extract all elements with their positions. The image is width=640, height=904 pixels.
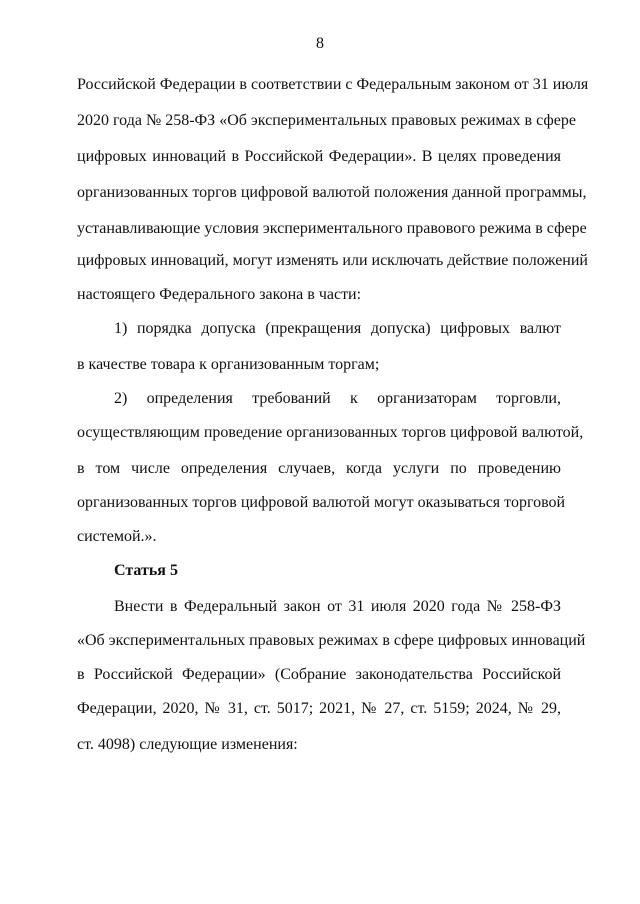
text-line: настоящего Федерального закона в части: bbox=[77, 286, 362, 303]
list-item-2-line: организованных торгов цифровой валютой могут оказываться торговой bbox=[77, 494, 566, 511]
list-item-2-line: 2) определения требований к организаторам торговли, bbox=[114, 390, 561, 407]
text-line: ст. 4098) следующие изменения: bbox=[77, 736, 298, 753]
text-line: в Российской Федерации» (Собрание законодательства Российской bbox=[77, 666, 561, 683]
list-item-2-line: в том числе определения случаев, когда услуги по проведению bbox=[77, 460, 561, 477]
page-number: 8 bbox=[316, 35, 324, 52]
list-item-1-line: в качестве товара к организованным торгам; bbox=[77, 356, 380, 373]
text-line: Внести в Федеральный закон от 31 июля 2020 года № 258-ФЗ bbox=[114, 598, 561, 615]
text-line: «Об экспериментальных правовых режимах в сфере цифровых инноваций bbox=[77, 632, 586, 649]
text-line: цифровых инноваций, могут изменять или исключать действие положений bbox=[77, 252, 588, 269]
text-line: организованных торгов цифровой валютой положения данной программы, bbox=[77, 184, 587, 201]
list-item-2-line: осуществляющим проведение организованных торгов цифровой валютой, bbox=[77, 424, 584, 441]
list-item-2-line: системой.». bbox=[77, 528, 157, 545]
list-item-1-line: 1) порядка допуска (прекращения допуска) цифровых валют bbox=[114, 320, 561, 337]
text-line: Российской Федерации в соответствии с Федеральным законом от 31 июля bbox=[77, 76, 589, 93]
text-line: устанавливающие условия экспериментального правового режима в сфере bbox=[77, 220, 587, 237]
text-line: Федерации, 2020, № 31, ст. 5017; 2021, № 27, ст. 5159; 2024, № 29, bbox=[77, 700, 561, 717]
text-line: 2020 года № 258-ФЗ «Об экспериментальных правовых режимах в сфере bbox=[77, 112, 576, 129]
article-heading: Статья 5 bbox=[114, 562, 178, 579]
text-line: цифровых инноваций в Российской Федерации». В целях проведения bbox=[77, 148, 561, 165]
